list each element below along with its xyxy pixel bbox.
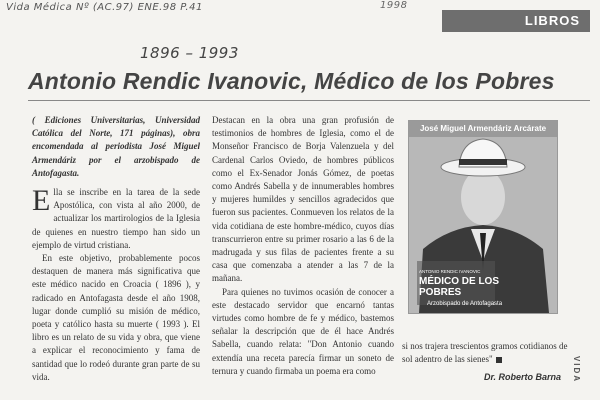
- end-of-article-mark: [496, 357, 502, 363]
- hat-band: [459, 159, 507, 165]
- column3-text: si nos trajera trescientos gramos cotidianos de sol adentro de las sienes": [402, 341, 568, 365]
- article-column-1: [32, 114, 200, 384]
- handwritten-source-note: Vida Médica Nº (AC.97) ENE.98 P.41: [6, 2, 203, 13]
- book-cover-author: José Miguel Armendáriz Arcárate: [409, 121, 557, 137]
- handwritten-date-note: 1998: [380, 0, 408, 11]
- book-cover-subtitle: ANTONIO RENDIC IVANOVIC: [419, 269, 481, 274]
- side-tab-label: VIDA: [572, 355, 582, 384]
- column2-paragraph-1: Destacan en la obra una gran profusión de testimonios de hombres de Iglesia, como el de Monseñor Francisco de Borja Valenzuela y del Cardenal Carlos Oviedo, de hombres públicos como el Ex-Senador Jonás Gómez, de poetas como Andrés Sabella y de innumerables hombres y mujeres humildes y sencillos agradecidos que fueron sus pacientes. Conmueven los relatos de la vida cotidiana de este hombre-médico, cuyos días transcurrieron entre su primer rosario a las 6 de la madrugada y sus filas de pacientes frente a su casa que comenzaba a atender a las 7 de la mañana.: [212, 115, 394, 284]
- article-headline: Antonio Rendic Ivanovic, Médico de los Pobres: [28, 68, 555, 94]
- side-tab: [572, 345, 595, 397]
- column1-paragraph-1: [32, 186, 200, 252]
- book-cover-image: [408, 120, 558, 314]
- column1-paragraph-1-text: lla se inscribe en la tarea de la sede Apostólica, con vista al año 2000, de actualizar los martirologios de la Iglesia de quienes en nuestro tiempo han sido un ejemplo de virtud cristiana.: [32, 187, 200, 250]
- handwritten-years-note: 1896 – 1993: [140, 44, 239, 62]
- column2-paragraph-2: Para quienes no tuvimos ocasión de conocer a este destacado servidor que encarnó tantas virtudes como hombre de fe y médico, bastemos señalar la descripción que de él hace Andrés Sabella, cuando relata: "Don Antonio cuando extendía una receta parecía firmar un soneto de ternura y cuando firmaba un poema era como: [212, 286, 394, 376]
- headline-divider: [28, 100, 590, 101]
- column1-paragraph-2: En este objetivo, probablemente pocos destaquen de manera más significativa que este médico nacido en Croacia ( 1896 ), y radicado en Antofagasta desde el año 1908, lugar donde cumplió su misión de médico, poeta y católico hasta su muerte ( 1993 ). El libro es un relato de su vida y obra, que viene a explicar el reconocimiento y fama de santidad que lo rodeó durante gran parte de su vida.: [32, 253, 200, 382]
- section-header-bar: [442, 10, 590, 32]
- face: [461, 169, 505, 225]
- book-cover-title: MÉDICO DE LOS POBRES: [419, 276, 500, 298]
- article-author: Dr. Roberto Barna: [484, 372, 562, 382]
- article-column-3-tail: [402, 340, 570, 366]
- book-cover-publisher: Arzobispado de Antofagasta: [427, 301, 503, 307]
- drop-cap: E: [32, 184, 51, 218]
- book-credit-line: ( Ediciones Universitarias, Universidad Católica del Norte, 171 páginas), obra encomendada al periodista José Miguel Armendáriz por el arzobispado de Antofagasta.: [32, 115, 200, 178]
- section-label: LIBROS: [524, 13, 580, 28]
- article-column-2: [212, 114, 394, 378]
